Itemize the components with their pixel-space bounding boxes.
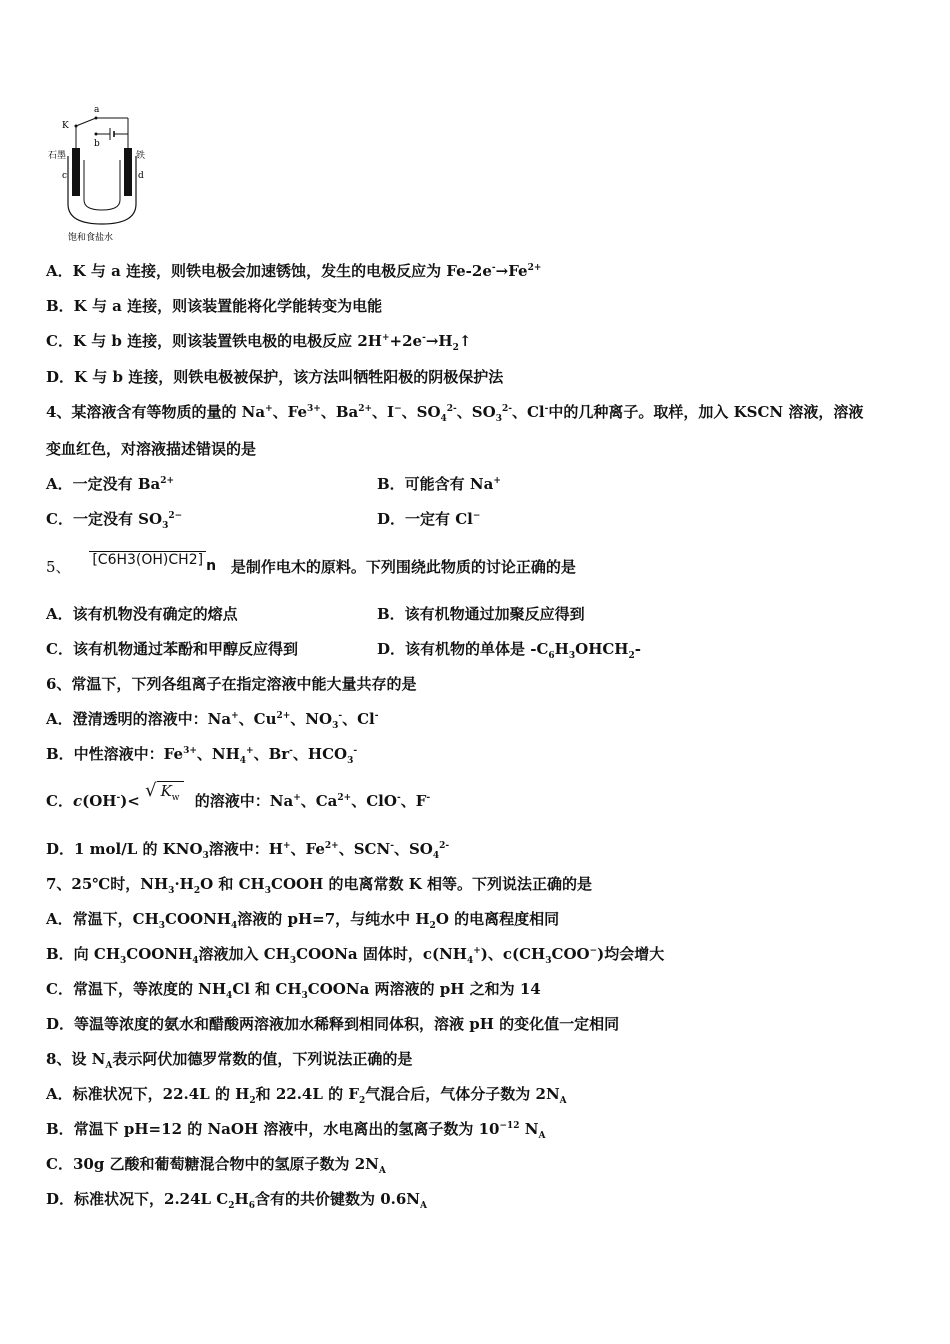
label-iron: 铁	[136, 151, 146, 161]
label-graphite: 石墨	[48, 151, 67, 161]
q3-option-b: B．K 与 a 连接，则该装置能将化学能转变为电能	[46, 297, 383, 315]
q5-option-b: B．该有机物通过加聚反应得到	[377, 605, 585, 623]
q8-option-a: A．标准状况下，22.4L 的 $H_2$和 22.4L 的 $F_2$气混合后，气体分子数为 $2N_A$	[46, 1085, 567, 1106]
label-k: K	[62, 121, 69, 131]
polymer-formula: [C6H3(OH)CH2] n	[89, 550, 216, 570]
q5-option-a: A．该有机物没有确定的熔点	[46, 605, 238, 623]
q7-stem: 7、25℃时，$NH_3\cdot H_2O$ 和 $CH_3COOH$ 的电离常数 K 相等。下列说法正确的是	[46, 875, 592, 896]
graphite-electrode	[72, 148, 80, 196]
electrolysis-diagram	[48, 100, 158, 242]
q4-stem-line2: 变血红色，对溶液描述错误的是	[46, 440, 257, 458]
label-c: c	[62, 171, 68, 181]
q5-option-d: D．该有机物的单体是 $-C_6H_3OHCH_2-$	[377, 640, 641, 661]
q6-option-a: A．澄清透明的溶液中：Na+、$Cu^{2+}$、$NO_3^-$、Cl-	[46, 710, 379, 731]
q5-option-c: C．该有机物通过苯酚和甲醇反应得到	[46, 640, 298, 658]
sqrt-kw: √ $K_w$	[145, 781, 183, 801]
q5-stem	[46, 552, 576, 578]
q6-option-c: C．c(OH-)< √ $K_w$ 的溶液中：Na+、$Ca^{2+}$、ClO-、F-	[46, 780, 431, 810]
q5-number: 5、	[46, 558, 71, 576]
q8-option-c: C．30g 乙酸和葡萄糖混合物中的氢原子数为 $2N_A$	[46, 1155, 386, 1176]
label-d: d	[138, 171, 144, 181]
q5-stem-text: 是制作电木的原料。下列围绕此物质的讨论正确的是	[230, 558, 576, 576]
q8-stem: 8、设 $N_A$表示阿伏加德罗常数的值，下列说法正确的是	[46, 1050, 413, 1071]
q7-option-b: B．向 $CH_3COONH_4$溶液加入 $CH_3COONa$ 固体时，$c(NH_4^+)$、$c(CH_3COO^-)$均会增大	[46, 945, 665, 966]
q3-option-a: A．K 与 a 连接，则铁电极会加速锈蚀，发生的电极反应为 $Fe-2e^-\to Fe^{2+}$	[46, 262, 542, 280]
q6-stem: 6、常温下，下列各组离子在指定溶液中能大量共存的是	[46, 675, 417, 693]
iron-electrode	[124, 148, 132, 196]
q4-option-b: B．可能含有 Na+	[377, 475, 501, 493]
q8-option-b: B．常温下 pH=12 的 NaOH 溶液中，水电离出的氢离子数为 $10^{-12}$ $N_A$	[46, 1120, 546, 1141]
q3-option-d: D．K 与 b 连接，则铁电极被保护，该方法叫牺牲阳极的阴极保护法	[46, 368, 504, 386]
label-a: a	[94, 105, 100, 115]
q4-stem-line1: 4、某溶液含有等物质的量的 Na+、$Fe^{3+}$、$Ba^{2+}$、I−、$SO_4^{2-}$、$SO_3^{2-}$、Cl-中的几种离子。取样，加入 KSCN 溶液，溶液	[46, 403, 864, 424]
q6-option-d: D．1 mol/L 的 $KNO_3$溶液中：H+、$Fe^{2+}$、SCN-、$SO_4^{2-}$	[46, 840, 450, 861]
q6-option-b: B．中性溶液中：$Fe^{3+}$、$NH_4^+$、Br-、$HCO_3^-$	[46, 745, 358, 766]
q7-option-d: D．等温等浓度的氨水和醋酸两溶液加水稀释到相同体积，溶液 pH 的变化值一定相同	[46, 1015, 620, 1033]
q4-option-c: C．一定没有 $SO_3^{2-}$	[46, 510, 183, 531]
q8-option-d: D．标准状况下，2.24L $C_2H_6$含有的共价键数为 $0.6N_A$	[46, 1190, 427, 1211]
label-b: b	[94, 139, 100, 149]
q3-option-c: C．K 与 b 连接，则该装置铁电极的电极反应 $2H^++2e^-\to H_2↑$	[46, 332, 472, 353]
q4-option-a: A．一定没有 $Ba^{2+}$	[46, 475, 175, 493]
diagram-caption: 饱和食盐水	[68, 233, 114, 242]
q4-option-d: D．一定有 Cl−	[377, 510, 481, 528]
q7-option-a: A．常温下，$CH_3COONH_4$溶液的 pH=7，与纯水中 $H_2O$ 的电离程度相同	[46, 910, 560, 931]
q7-option-c: C．常温下，等浓度的 $NH_4Cl$ 和 $CH_3COONa$ 两溶液的 pH 之和为 14	[46, 980, 541, 1001]
